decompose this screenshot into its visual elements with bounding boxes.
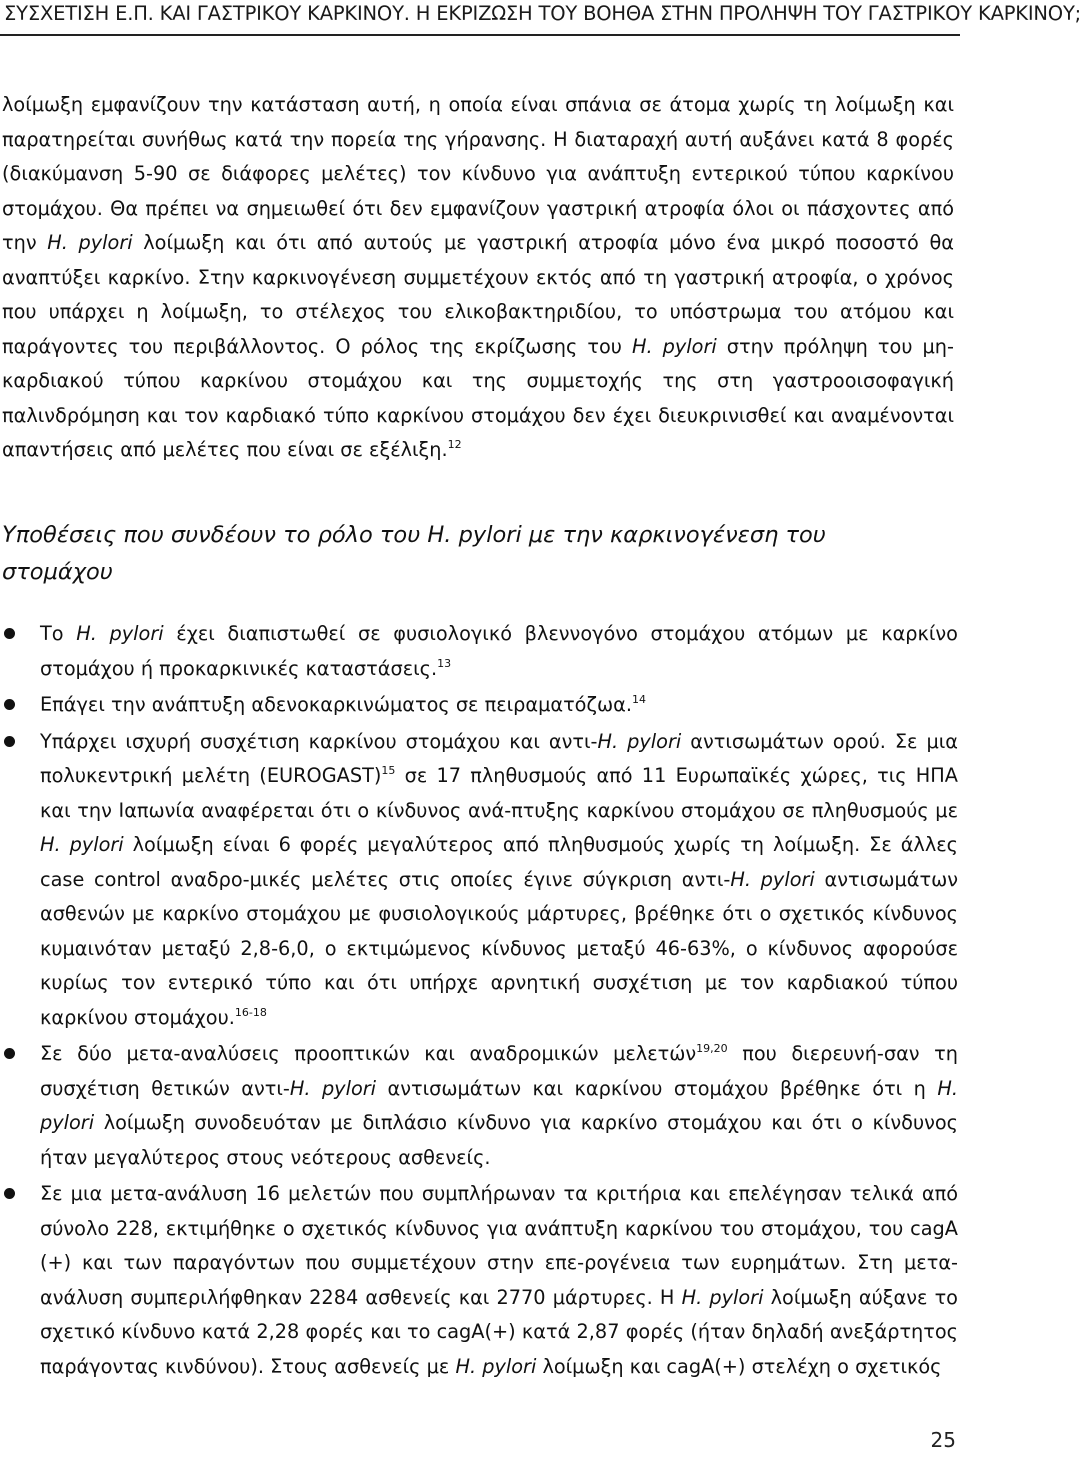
reference-sup: 13 (437, 656, 452, 670)
list-item (0, 725, 958, 1036)
italic-run: H. pylori (40, 833, 124, 856)
list-item-text (40, 693, 646, 716)
bullet-icon (4, 628, 15, 639)
list-item-text (40, 1042, 958, 1169)
header-rule (0, 34, 960, 36)
text-run: Σε δύο μετα-αναλύσεις προοπτικών και αναδρομικών μελετών (40, 1042, 697, 1065)
bullet-icon (4, 1188, 15, 1199)
list-item (0, 1177, 958, 1384)
text-run: λοίμωξη και cagA(+) στελέχη ο σχετικός (536, 1354, 942, 1378)
text-run: αντισωμάτων ορού. Σε μια πολυκεντρική μελέτη (EUROGAST) (40, 729, 958, 787)
intro-italic-2: H. pylori (631, 334, 717, 358)
text-run: σε 17 πληθυσμούς από 11 Ευρωπαϊκές χώρες, τις ΗΠΑ και την Ιαπωνία αναφέρεται ότι ο κίνδυνος ανά-πτυξης καρκίνου στομάχου σε πληθυσμούς με (40, 764, 958, 822)
list-item (0, 1037, 958, 1175)
text-run: Το (40, 622, 77, 645)
text-run: λοίμωξη είναι 6 φορές μεγαλύτερος από πληθυσμούς χωρίς τη λοίμωξη. Σε άλλες case control αναδρο-μικές μελέτες στις οποίες έγινε σύγκριση αντι- (40, 833, 958, 891)
italic-run: H. pylori (289, 1076, 377, 1100)
text-run: αντισωμάτων ασθενών με καρκίνο στομάχου με φυσιολογικούς μάρτυρες, βρέθηκε ότι ο σχετικός κίνδυνος κυμαινόταν μεταξύ 2,8-6,0, ο εκτιμώμενος κίνδυνος μεταξύ 46-63%, ο κίνδυνος αφορούσε κυρίως τον εντερικό τύπο και ότι υπήρχε αρνητική συσχέτιση με τον καρδιακού τύπου καρκίνου στομάχου. (40, 867, 958, 1029)
intro-text-2: λοίμωξη και ότι από αυτούς με γαστρική ατροφία μόνο ένα μικρό ποσοστό θα αναπτύξει καρκίνο. Στην καρκινογένεση συμμετέχουν εκτός από τη γαστρική ατροφία, ο χρόνος που υπάρχει η λοίμωξη, το στέλεχος του ελικοβακτηριδίου, το υπόστρωμα του ατόμου και παράγοντες του περιβάλλοντος. Ο ρόλος της εκρίζωσης του (2, 231, 954, 358)
text-run: Επάγει την ανάπτυξη αδενοκαρκινώματος σε πειραματόζωα. (40, 693, 632, 716)
list-item-text (40, 1182, 958, 1378)
text-run: λοίμωξη αύξανε το σχετικό κίνδυνο κατά 2,28 φορές και το cagA(+) κατά 2,87 φορές (ήταν δηλαδή ανεξάρτητος παράγοντας κινδύνου). Στους ασθενείς με (40, 1285, 958, 1378)
list-item (0, 688, 958, 723)
text-run: Υπάρχει ισχυρή συσχέτιση καρκίνου στομάχου και αντι- (40, 729, 598, 753)
italic-run: H. pylori (455, 1354, 537, 1378)
text-run: αντισωμάτων και καρκίνου στομάχου βρέθηκε ότι η (376, 1076, 938, 1100)
text-run: που διερευνή-σαν τη συσχέτιση θετικών αντι- (40, 1042, 958, 1100)
intro-paragraph (2, 88, 954, 468)
list-item-text (40, 622, 958, 680)
italic-run: H. pylori (76, 622, 164, 645)
italic-run: H. pylori (40, 1076, 958, 1134)
italic-run: H. pylori (681, 1285, 764, 1309)
bullet-icon (4, 736, 15, 747)
intro-ref: 12 (447, 438, 462, 451)
reference-sup: 19,20 (696, 1042, 728, 1055)
italic-run: H. pylori (597, 729, 682, 753)
heading-part-1: Υποθέσεις που συνδέουν το ρόλο του (2, 522, 428, 548)
intro-text-3: στην πρόληψη του μη-καρδιακού τύπου καρκίνου στομάχου και της συμμετοχής της στη γαστροοισοφαγική παλινδρόμηση και τον καρδιακό τύπο καρκίνου στομάχου δεν έχει διευκρινισθεί και αναμένονται απαντήσεις από μελέτες που είναι σε εξέλιξη. (2, 334, 954, 461)
reference-sup: 15 (381, 764, 396, 777)
page-number: 25 (930, 1428, 956, 1452)
list-item (0, 617, 958, 686)
intro-italic-1: H. pylori (47, 231, 133, 254)
list-item-text (40, 730, 958, 1029)
running-head: ΣΥΣΧΕΤΙΣΗ Ε.Π. ΚΑΙ ΓΑΣΤΡΙΚΟΥ ΚΑΡΚΙΝΟΥ. Η ΕΚΡΙΖΩΣΗ ΤΟΥ ΒΟΗΘΑ ΣΤΗΝ ΠΡΟΛΗΨΗ ΤΟΥ ΓΑΣΤΡΙΚΟΥ ΚΑΡΚΙΝΟΥ; (4, 2, 1081, 25)
hypotheses-list (0, 617, 958, 1386)
reference-sup: 16-18 (234, 1005, 267, 1019)
section-heading (2, 517, 902, 591)
bullet-icon (4, 1048, 15, 1059)
text-run: Σε μια μετα-ανάλυση 16 μελετών που συμπλήρωναν τα κριτήρια και επελέγησαν τελικά από σύνολο 228, εκτιμήθηκε ο σχετικός κίνδυνος για ανάπτυξη καρκίνου του στομάχου, του cagA (+) και των παραγόντων που συμμετέχουν στην επε-ρογένεια των ευρημάτων. Στη μετα-ανάλυση συμπεριλήφθηκαν 2284 ασθενείς και 2770 μάρτυρες. Η (40, 1182, 958, 1309)
bullet-icon (4, 699, 15, 710)
heading-part-2: H. pylori (427, 522, 522, 548)
heading-part-3: με την καρκινογένεση του στομάχου (2, 522, 826, 585)
intro-text-1: λοίμωξη εμφανίζουν την κατάσταση αυτή, η οποία είναι σπάνια σε άτομα χωρίς τη λοίμωξη και παρατηρείται συνήθως κατά την πορεία της γήρανσης. Η διαταραχή αυτή αυξάνει κατά 8 φορές (διακύμανση 5-90 σε διάφορες μελέτες) τον κίνδυνο για ανάπτυξη εντερικού τύπου καρκίνου στομάχου. Θα πρέπει να σημειωθεί ότι δεν εμφανίζουν γαστρική ατροφία όλοι οι πάσχοντες από την (2, 93, 954, 254)
italic-run: H. pylori (730, 867, 815, 891)
reference-sup: 14 (631, 693, 646, 706)
text-run: λοίμωξη συνοδευόταν με διπλάσιο κίνδυνο για καρκίνο στομάχου και ότι ο κίνδυνος ήταν μεγαλύτερος στους νεότερους ασθενείς. (40, 1111, 958, 1169)
text-run: έχει διαπιστωθεί σε φυσιολογικό βλεννογόνο στομάχου ατόμων με καρκίνο στομάχου ή προκαρκινικές καταστάσεις. (40, 622, 958, 680)
